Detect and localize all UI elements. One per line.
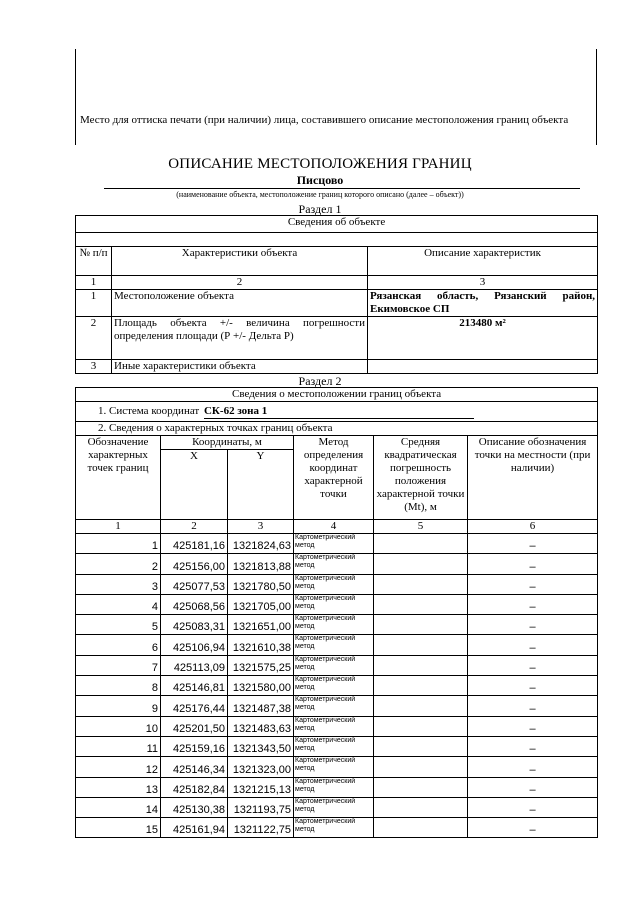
spacer-row — [76, 233, 598, 247]
point-precision — [374, 696, 468, 716]
point-precision — [374, 777, 468, 797]
header-method: Метод определения координат характерной точки — [294, 436, 374, 520]
row-num: 3 — [76, 360, 112, 374]
point-y: 1321651,00 — [228, 615, 294, 635]
point-precision — [374, 635, 468, 655]
point-x: 425201,50 — [161, 716, 228, 736]
coord-system-label: 1. Система координат — [98, 404, 200, 417]
point-precision — [374, 574, 468, 594]
coord-system-value: СК-62 зона 1 — [203, 404, 268, 417]
point-y: 1321487,38 — [228, 696, 294, 716]
point-x: 425181,16 — [161, 534, 228, 554]
object-name-underline — [104, 188, 580, 189]
point-method: Картометрический метод — [294, 534, 374, 554]
header-point: Обозначение характерных точек границ — [76, 436, 161, 520]
point-method: Картометрический метод — [294, 594, 374, 614]
table-row — [76, 736, 598, 756]
index-cell: 3 — [368, 276, 598, 290]
point-number: 11 — [76, 736, 161, 756]
object-name-caption: (наименование объекта, местоположение границ которого описано (далее – объект)) — [176, 190, 464, 199]
point-method: Картометрический метод — [294, 797, 374, 817]
col-index: 1 — [76, 520, 161, 534]
point-method: Картометрический метод — [294, 635, 374, 655]
point-number: 8 — [76, 676, 161, 696]
section-1-table-title: Сведения об объекте — [76, 216, 598, 233]
table-row — [76, 696, 598, 716]
header-description: Описание характеристик — [368, 247, 598, 276]
section-2-table-title: Сведения о местоположении границ объекта — [76, 388, 598, 402]
point-x: 425077,53 — [161, 574, 228, 594]
point-method: Картометрический метод — [294, 716, 374, 736]
point-description: – — [468, 615, 598, 635]
point-description: – — [468, 736, 598, 756]
table-row — [76, 594, 598, 614]
point-method: Картометрический метод — [294, 655, 374, 675]
table-row — [76, 777, 598, 797]
points-body — [76, 534, 598, 838]
point-method: Картометрический метод — [294, 696, 374, 716]
point-y: 1321215,13 — [228, 777, 294, 797]
point-description: – — [468, 757, 598, 777]
header-coords: Координаты, м — [161, 436, 294, 450]
col-index: 3 — [228, 520, 294, 534]
section-2-table — [75, 387, 598, 838]
point-precision — [374, 615, 468, 635]
stamp-note: Место для оттиска печати (при наличии) лица, составившего описание местоположения границ объекта — [80, 114, 569, 126]
point-y: 1321824,63 — [228, 534, 294, 554]
point-precision — [374, 594, 468, 614]
table-row — [76, 818, 598, 838]
point-x: 425156,00 — [161, 554, 228, 574]
point-method: Картометрический метод — [294, 777, 374, 797]
section-2-heading: Раздел 2 — [298, 374, 342, 388]
point-method: Картометрический метод — [294, 615, 374, 635]
point-description: – — [468, 635, 598, 655]
document-title: ОПИСАНИЕ МЕСТОПОЛОЖЕНИЯ ГРАНИЦ — [168, 156, 472, 172]
points-title: 2. Сведения о характерных точках границ объекта — [76, 422, 598, 436]
point-x: 425146,34 — [161, 757, 228, 777]
stamp-area — [75, 49, 597, 145]
row-description: 213480 м² — [368, 317, 598, 360]
point-method: Картометрический метод — [294, 574, 374, 594]
point-description: – — [468, 594, 598, 614]
point-y: 1321705,00 — [228, 594, 294, 614]
point-number: 10 — [76, 716, 161, 736]
point-y: 1321343,50 — [228, 736, 294, 756]
table-row — [76, 534, 598, 554]
point-description: – — [468, 574, 598, 594]
point-precision — [374, 655, 468, 675]
point-description: – — [468, 554, 598, 574]
point-description: – — [468, 777, 598, 797]
point-number: 1 — [76, 534, 161, 554]
table-row — [76, 574, 598, 594]
point-precision — [374, 676, 468, 696]
point-x: 425068,56 — [161, 594, 228, 614]
point-x: 425146,81 — [161, 676, 228, 696]
header-precision: Средняя квадратическая погрешность положения характерной точки (Mt), м — [374, 436, 468, 520]
index-cell: 1 — [76, 276, 112, 290]
point-x: 425161,94 — [161, 818, 228, 838]
point-x: 425182,84 — [161, 777, 228, 797]
col-index: 2 — [161, 520, 228, 534]
header-x: X — [161, 450, 228, 520]
table-row — [76, 716, 598, 736]
point-number: 12 — [76, 757, 161, 777]
point-number: 9 — [76, 696, 161, 716]
table-row — [76, 635, 598, 655]
point-x: 425106,94 — [161, 635, 228, 655]
point-precision — [374, 716, 468, 736]
col-index: 4 — [294, 520, 374, 534]
point-x: 425159,16 — [161, 736, 228, 756]
point-precision — [374, 818, 468, 838]
point-description: – — [468, 797, 598, 817]
point-number: 15 — [76, 818, 161, 838]
table-row — [76, 615, 598, 635]
point-precision — [374, 554, 468, 574]
point-y: 1321483,63 — [228, 716, 294, 736]
row-characteristic: Площадь объекта +/- величина погрешности определения площади (Р +/- Дельта Р) — [112, 317, 368, 360]
object-name: Писцово — [296, 173, 344, 187]
col-index: 5 — [374, 520, 468, 534]
table-row — [76, 757, 598, 777]
point-description: – — [468, 676, 598, 696]
point-description: – — [468, 716, 598, 736]
point-method: Картометрический метод — [294, 818, 374, 838]
point-method: Картометрический метод — [294, 554, 374, 574]
header-point-description: Описание обозначения точки на местности (при наличии) — [468, 436, 598, 520]
point-y: 1321610,38 — [228, 635, 294, 655]
point-y: 1321575,25 — [228, 655, 294, 675]
point-x: 425130,38 — [161, 797, 228, 817]
point-precision — [374, 736, 468, 756]
table-row — [76, 655, 598, 675]
point-y: 1321780,50 — [228, 574, 294, 594]
point-number: 6 — [76, 635, 161, 655]
point-number: 2 — [76, 554, 161, 574]
row-num: 1 — [76, 290, 112, 317]
point-x: 425083,31 — [161, 615, 228, 635]
table-row — [76, 797, 598, 817]
header-y: Y — [228, 450, 294, 520]
section-1-heading: Раздел 1 — [298, 202, 342, 216]
point-y: 1321323,00 — [228, 757, 294, 777]
point-y: 1321580,00 — [228, 676, 294, 696]
point-y: 1321813,88 — [228, 554, 294, 574]
point-number: 3 — [76, 574, 161, 594]
point-description: – — [468, 818, 598, 838]
header-num: № п/п — [76, 247, 112, 276]
row-characteristic: Иные характеристики объекта — [112, 360, 368, 374]
table-row — [76, 676, 598, 696]
point-y: 1321122,75 — [228, 818, 294, 838]
point-method: Картометрический метод — [294, 676, 374, 696]
point-x: 425113,09 — [161, 655, 228, 675]
point-precision — [374, 797, 468, 817]
point-number: 14 — [76, 797, 161, 817]
point-method: Картометрический метод — [294, 757, 374, 777]
point-number: 4 — [76, 594, 161, 614]
coord-system-row — [76, 402, 598, 422]
point-number: 13 — [76, 777, 161, 797]
point-y: 1321193,75 — [228, 797, 294, 817]
point-description: – — [468, 534, 598, 554]
point-number: 7 — [76, 655, 161, 675]
row-num: 2 — [76, 317, 112, 360]
point-number: 5 — [76, 615, 161, 635]
col-index: 6 — [468, 520, 598, 534]
table-row — [76, 554, 598, 574]
row-description: Рязанская область, Рязанский район, Екимовское СП — [368, 290, 598, 317]
point-description: – — [468, 696, 598, 716]
row-description — [368, 360, 598, 374]
index-cell: 2 — [112, 276, 368, 290]
point-precision — [374, 534, 468, 554]
point-x: 425176,44 — [161, 696, 228, 716]
point-description: – — [468, 655, 598, 675]
row-characteristic: Местоположение объекта — [112, 290, 368, 317]
point-method: Картометрический метод — [294, 736, 374, 756]
section-1-table — [75, 215, 598, 374]
point-precision — [374, 757, 468, 777]
header-characteristic: Характеристики объекта — [112, 247, 368, 276]
